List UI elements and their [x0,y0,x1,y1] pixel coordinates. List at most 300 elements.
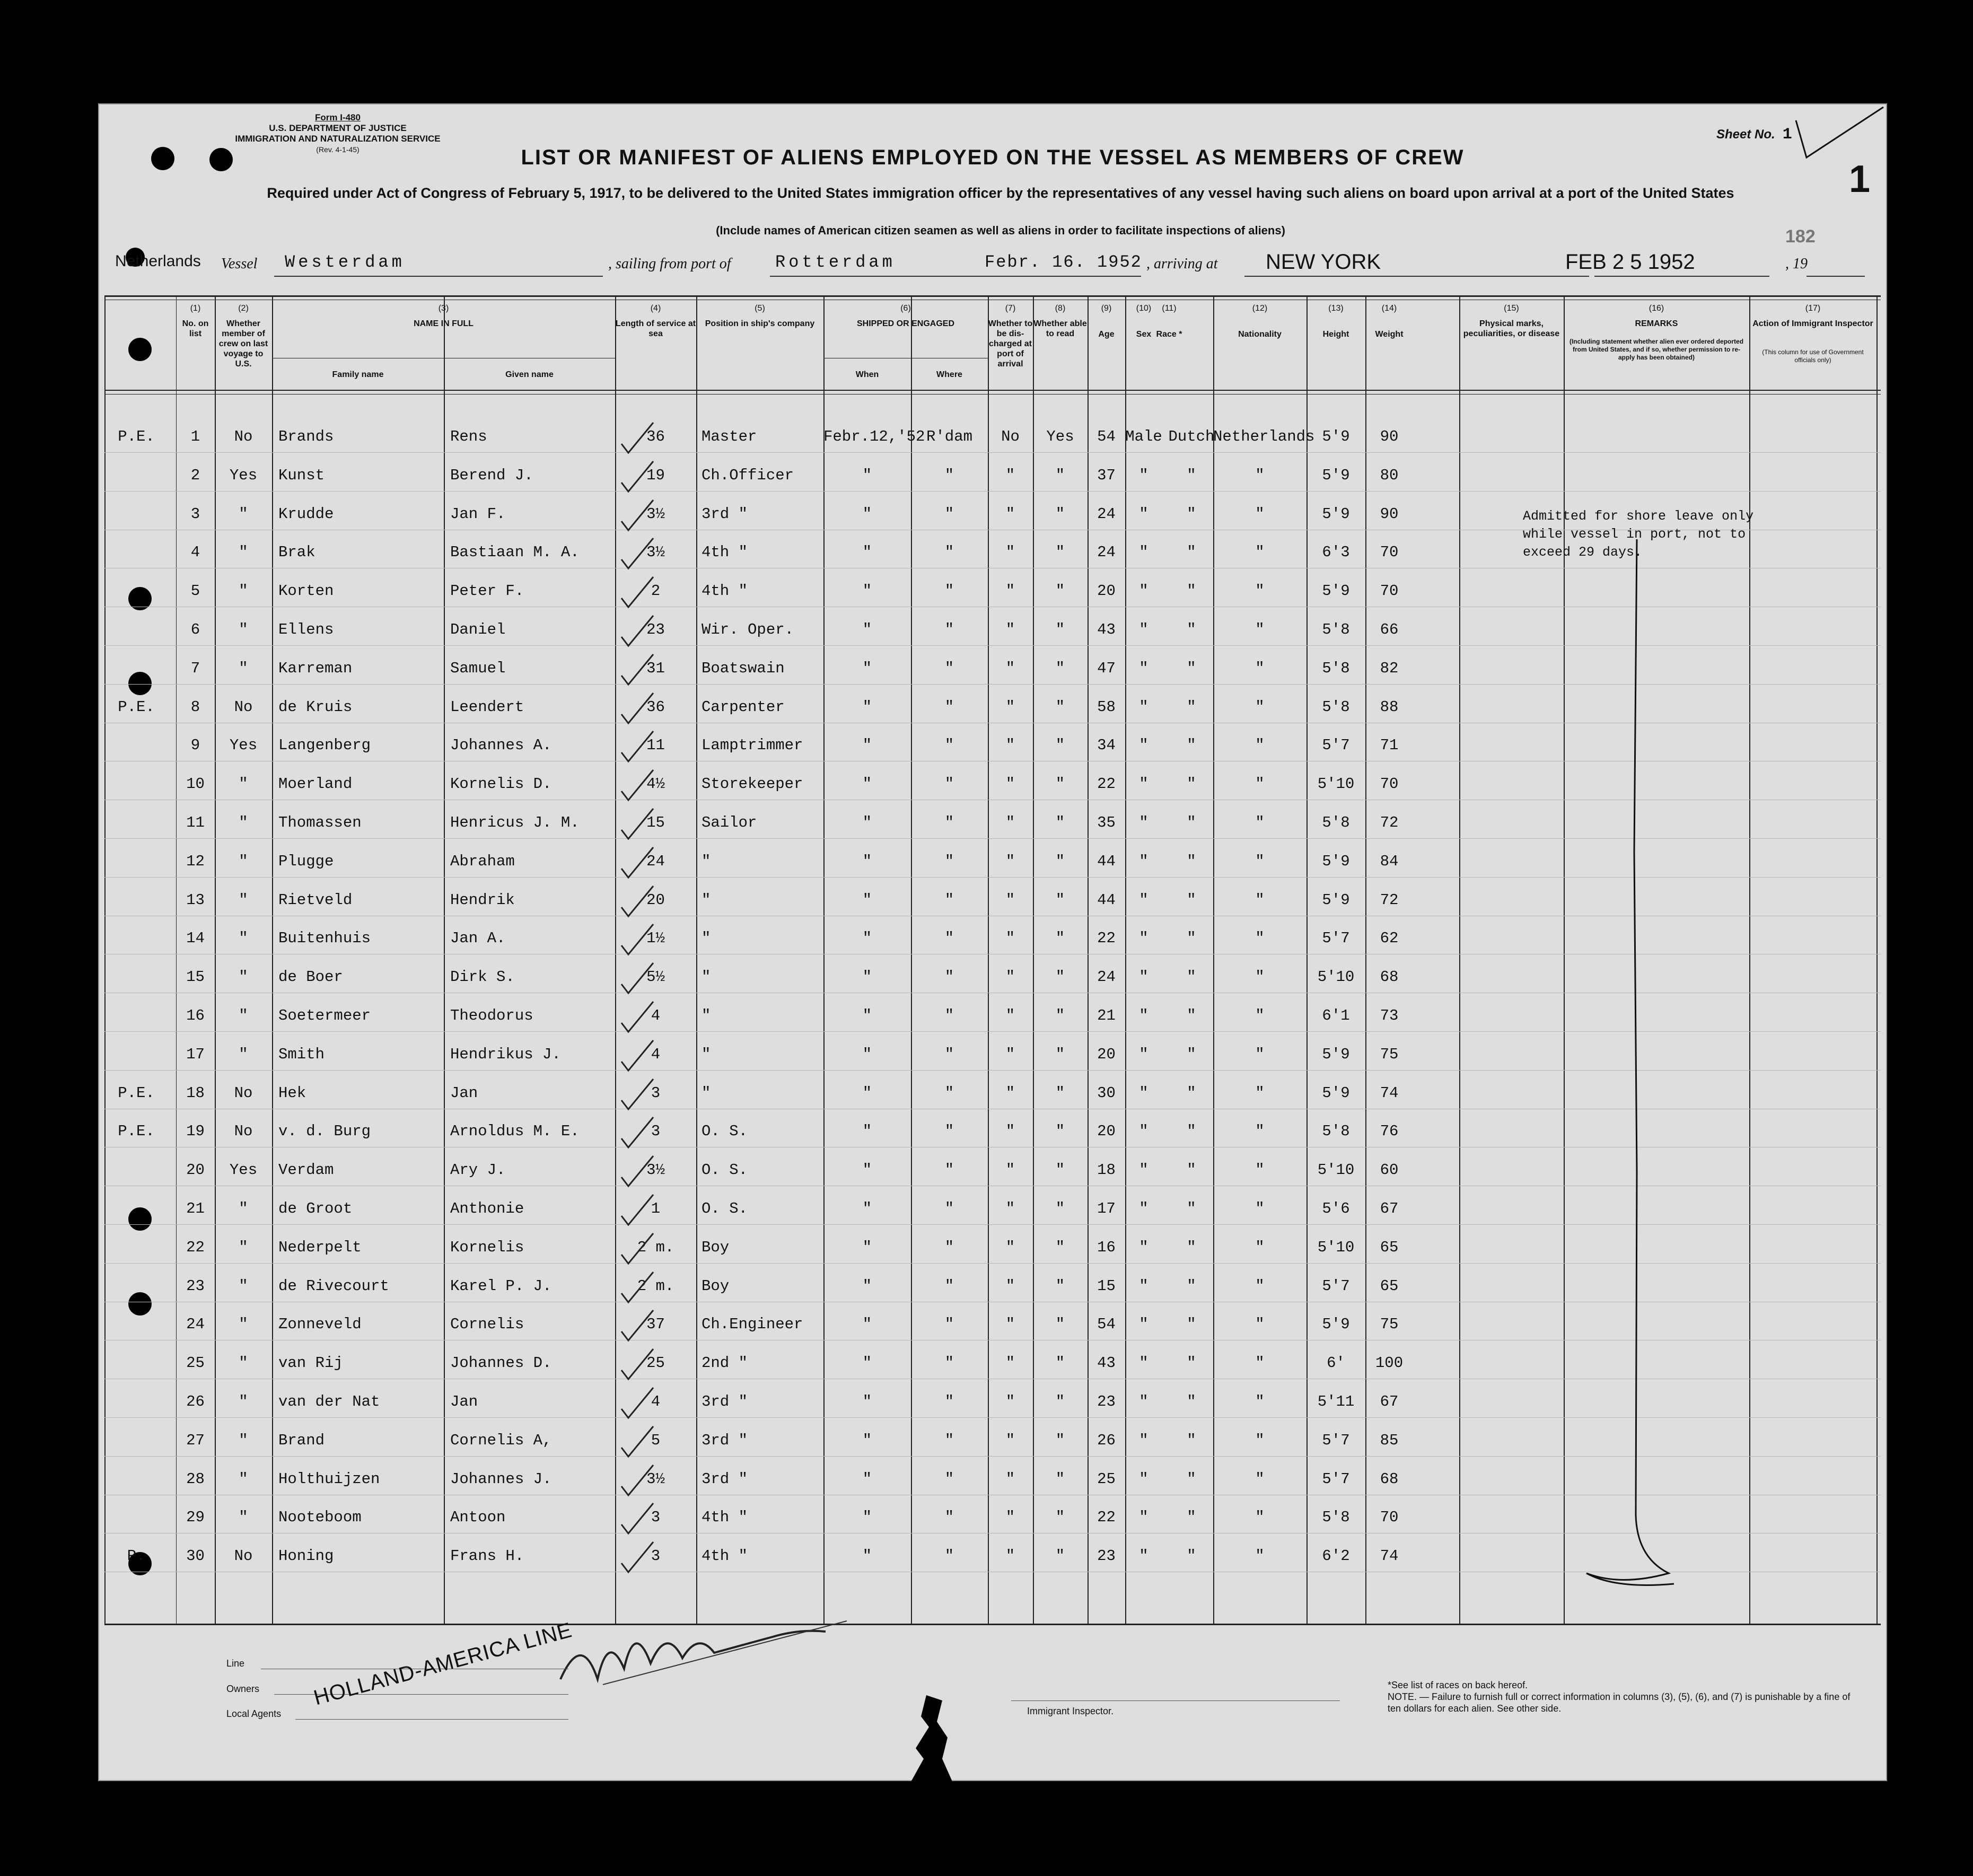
cell-read: Yes [1046,428,1074,445]
cell-where: " [944,852,954,870]
cell-age: 43 [1097,621,1116,638]
cell-weight: 65 [1380,1238,1399,1256]
cell-sex: " [1139,466,1148,484]
cell-sex: " [1139,814,1148,831]
cell-read: " [1055,1354,1065,1372]
year-label: , 19 [1785,256,1808,272]
cell-last-voyage: " [239,1277,248,1295]
cell-no: 18 [186,1084,205,1102]
cell-family-name: Honing [278,1547,334,1565]
cell-family-name: Langenberg [278,737,371,755]
cell-discharged: " [1005,1354,1015,1372]
header-position: (5) Position in ship's company [705,304,815,328]
agents-label: Local Agents [226,1708,282,1719]
cell-given-name: Henricus J. M. [450,814,580,831]
cell-family-name: Ellens [278,621,334,638]
cell-service: 4½ [646,775,665,793]
cell-position: 4th " [701,543,748,562]
cell-height: 6' [1327,1354,1345,1372]
cell-position: 3rd " [701,1393,748,1410]
cell-discharged: " [1005,1007,1015,1024]
cell-height: 6'3 [1322,543,1350,562]
inspector-label: Immigrant Inspector. [1027,1706,1114,1716]
cell-no: 6 [190,621,200,638]
cell-age: 37 [1097,466,1116,484]
header-where: Where [936,370,962,379]
cell-discharged: " [1005,659,1015,677]
cell-position: Lamptrimmer [701,737,803,755]
cell-given-name: Rens [450,428,487,445]
cell-weight: 70 [1380,775,1399,793]
cell-height: 5'9 [1322,852,1350,870]
cell-position: 3rd " [701,505,748,523]
cell-service: 2 [651,582,661,600]
cell-service: 4 [651,1007,661,1024]
cell-nationality: " [1255,1316,1265,1334]
cell-position: " [701,1045,711,1063]
cell-discharged: " [1005,543,1015,562]
cell-read: " [1055,1316,1065,1334]
cell-age: 24 [1097,543,1116,562]
cell-sex: " [1139,1547,1148,1565]
cell-given-name: Jan F. [450,505,506,523]
cell-when: " [862,737,872,755]
cell-family-name: Plugge [278,852,334,870]
check-mark-icon [619,459,656,496]
cell-height: 5'8 [1322,814,1350,831]
cell-when: " [862,1200,872,1217]
check-mark-icon [619,845,656,882]
cell-height: 5'9 [1322,466,1350,484]
cell-service: 24 [646,852,665,870]
cell-family-name: Hek [278,1084,306,1102]
cell-age: 17 [1097,1200,1116,1217]
cell-weight: 72 [1380,814,1399,831]
cell-family-name: Thomassen [278,814,362,831]
cell-race: " [1187,1084,1196,1102]
cell-race: " [1187,968,1196,986]
cell-no: 19 [186,1123,205,1141]
cell-age: 16 [1097,1238,1116,1256]
cell-read: " [1055,543,1065,562]
cell-where: " [944,1084,954,1102]
cell-race: " [1187,1277,1196,1295]
cell-when: " [862,1393,872,1410]
cell-service: 1½ [646,930,665,948]
table-row [104,423,1881,452]
cell-last-voyage: " [239,543,248,562]
cell-no: 12 [186,852,205,870]
cell-last-voyage: No [234,428,253,445]
cell-last-voyage: No [234,1547,253,1565]
cell-last-voyage: " [239,1431,248,1449]
cell-discharged: " [1005,1277,1015,1295]
cell-family-name: de Kruis [278,698,353,716]
cell-when: " [862,1084,872,1102]
cell-race: " [1187,1045,1196,1063]
cell-read: " [1055,1277,1065,1295]
cell-last-voyage: No [234,1123,253,1141]
cell-given-name: Abraham [450,852,515,870]
cell-family-name: Zonneveld [278,1316,362,1334]
cell-service: 23 [646,621,665,638]
cell-no: 11 [186,814,205,831]
cell-family-name: Nederpelt [278,1238,362,1256]
table-row [104,461,1881,491]
stamp-number: 182 [1785,226,1816,247]
cell-weight: 75 [1380,1045,1399,1063]
cell-where: " [944,505,954,523]
cell-when: " [862,930,872,948]
cell-service: 3½ [646,1470,665,1488]
cell-when: " [862,543,872,562]
cell-height: 5'9 [1322,1084,1350,1102]
cell-last-voyage: " [239,1238,248,1256]
cell-when: " [862,1007,872,1024]
cell-where: " [944,1200,954,1217]
check-mark-icon [619,1462,656,1500]
cell-last-voyage: " [239,891,248,909]
cell-read: " [1055,968,1065,986]
cell-where: " [944,1354,954,1372]
cell-weight: 60 [1380,1161,1399,1179]
cell-last-voyage: " [239,582,248,600]
cell-race: " [1187,505,1196,523]
cell-nationality: Netherlands [1213,428,1315,445]
header-name: (3) NAME IN FULL [414,304,473,328]
cell-where: " [944,1470,954,1488]
cell-given-name: Theodorus [450,1007,533,1024]
cell-when: " [862,852,872,870]
cell-service: 2 m. [637,1277,674,1295]
cell-race: " [1187,1393,1196,1410]
sheet-value: 1 [1782,126,1792,144]
cell-no: 30 [186,1547,205,1565]
cell-given-name: Johannes J. [450,1470,552,1488]
check-mark-icon [619,1115,656,1152]
check-mark-icon [619,1231,656,1268]
cell-no: 28 [186,1470,205,1488]
cell-height: 5'9 [1322,505,1350,523]
cell-sex: " [1139,1007,1148,1024]
cell-nationality: " [1255,1354,1265,1372]
cell-height: 5'8 [1322,1509,1350,1527]
cell-height: 5'7 [1322,737,1350,755]
check-mark-icon [619,497,656,534]
cell-sex: " [1139,1045,1148,1063]
cell-weight: 73 [1380,1007,1399,1024]
cell-age: 22 [1097,775,1116,793]
sheet-label: Sheet No. [1716,127,1775,142]
cell-height: 5'7 [1322,930,1350,948]
cell-age: 24 [1097,505,1116,523]
cell-last-voyage: " [239,1316,248,1334]
header-service: (4) Length of service at sea [615,304,696,338]
cell-weight: 67 [1380,1200,1399,1217]
cell-sex: " [1139,1238,1148,1256]
header-family-name: Family name [332,370,384,379]
check-mark-icon [619,1038,656,1075]
cell-age: 23 [1097,1547,1116,1565]
cell-read: " [1055,891,1065,909]
header-no: (1) No. on list [182,304,209,338]
cell-when: " [862,775,872,793]
cell-race: " [1187,1431,1196,1449]
cell-age: 22 [1097,1509,1116,1527]
cell-position: Boatswain [701,659,785,677]
vessel-name: Westerdam [285,252,405,272]
cell-weight: 90 [1380,428,1399,445]
cell-where: " [944,968,954,986]
cell-family-name: Smith [278,1045,325,1063]
cell-where: R'dam [926,428,972,445]
header-height: (13) Height [1322,304,1349,339]
cell-discharged: " [1005,1045,1015,1063]
cell-age: 25 [1097,1470,1116,1488]
cell-no: 1 [190,428,200,445]
cell-age: 54 [1097,1316,1116,1334]
cell-last-voyage: " [239,1200,248,1217]
cell-position: O. S. [701,1200,748,1217]
cell-race: " [1187,1470,1196,1488]
cell-no: 16 [186,1007,205,1024]
check-mark-icon [619,767,656,804]
cell-no: 25 [186,1354,205,1372]
cell-discharged: No [1001,428,1020,445]
cell-sex: " [1139,852,1148,870]
cell-service: 25 [646,1354,665,1372]
cell-discharged: " [1005,1316,1015,1334]
cell-read: " [1055,1084,1065,1102]
cell-family-name: de Boer [278,968,343,986]
cell-family-name: Brak [278,543,315,562]
cell-family-name: Karreman [278,659,353,677]
cell-nationality: " [1255,775,1265,793]
header-read: (8) Whether able to read [1033,304,1087,338]
header-age: (9) Age [1098,304,1115,339]
cell-weight: 65 [1380,1277,1399,1295]
cell-discharged: " [1005,814,1015,831]
cell-sex: " [1139,1123,1148,1141]
cell-race: " [1187,852,1196,870]
cell-age: 58 [1097,698,1116,716]
cell-given-name: Jan A. [450,930,506,948]
cell-weight: 70 [1380,1509,1399,1527]
cell-weight: 100 [1375,1354,1404,1372]
cell-height: 5'10 [1317,1238,1355,1256]
subtitle-note: (Include names of American citizen seamen as well as aliens in order to facilitate inspections of aliens) [716,224,1285,237]
remarks-bracket [1584,534,1679,1621]
cell-last-voyage: " [239,505,248,523]
pe-mark: P.E. [118,428,155,445]
cell-last-voyage: Yes [229,1161,258,1179]
cell-where: " [944,466,954,484]
cell-sex: " [1139,1431,1148,1449]
cell-when: " [862,1045,872,1063]
cell-no: 29 [186,1509,205,1527]
cell-service: 36 [646,698,665,716]
header-discharged: (7) Whether to be dis-charged at port of arrival [988,304,1033,369]
arrival-port: NEW YORK [1266,250,1381,274]
cell-race: " [1187,1509,1196,1527]
cell-sex: " [1139,505,1148,523]
cell-last-voyage: " [239,1354,248,1372]
cell-weight: 82 [1380,659,1399,677]
header-given-name: Given name [505,370,554,379]
cell-position: " [701,1084,711,1102]
cell-where: " [944,698,954,716]
cell-family-name: Brand [278,1431,325,1449]
cell-service: 3½ [646,543,665,562]
cell-last-voyage: " [239,1045,248,1063]
cell-no: 23 [186,1277,205,1295]
voyage-info [115,250,1881,277]
cell-sex: " [1139,891,1148,909]
signature [550,1600,868,1706]
cell-weight: 68 [1380,968,1399,986]
cell-last-voyage: " [239,968,248,986]
cell-last-voyage: " [239,621,248,638]
cell-read: " [1055,505,1065,523]
cell-service: 3 [651,1123,661,1141]
check-mark-icon [619,729,656,766]
cell-read: " [1055,814,1065,831]
cell-race: " [1187,1123,1196,1141]
cell-race: " [1187,1316,1196,1334]
check-mark-icon [619,960,656,997]
cell-service: 31 [646,659,665,677]
cell-nationality: " [1255,814,1265,831]
cell-last-voyage: " [239,775,248,793]
cell-race: " [1187,543,1196,562]
cell-discharged: " [1005,466,1015,484]
cell-position: Wir. Oper. [701,621,794,638]
cell-sex: " [1139,1200,1148,1217]
cell-nationality: " [1255,1393,1265,1410]
cell-service: 37 [646,1316,665,1334]
pe-mark: P.E. [118,698,155,716]
cell-position: " [701,852,711,870]
cell-position: " [701,1007,711,1024]
cell-weight: 74 [1380,1084,1399,1102]
cell-family-name: Rietveld [278,891,353,909]
cell-age: 22 [1097,930,1116,948]
cell-weight: 85 [1380,1431,1399,1449]
cell-weight: 88 [1380,698,1399,716]
cell-position: Boy [701,1238,730,1256]
remarks-text: Admitted for shore leave only while vessel in port, not to exceed 29 days. [1523,509,1754,560]
cell-last-voyage: No [234,698,253,716]
cell-sex: " [1139,1277,1148,1295]
cell-given-name: Arnoldus M. E. [450,1123,580,1141]
cell-discharged: " [1005,505,1015,523]
owners-label: Owners [226,1684,260,1694]
cell-family-name: Korten [278,582,334,600]
cell-weight: 66 [1380,621,1399,638]
check-mark-icon [619,1501,656,1538]
cell-given-name: Hendrik [450,891,515,909]
cell-position: Storekeeper [701,775,803,793]
departure-port: Rotterdam [775,252,896,272]
cell-read: " [1055,1007,1065,1024]
cell-position: 4th " [701,582,748,600]
cell-weight: 90 [1380,505,1399,523]
cell-nationality: " [1255,466,1265,484]
cell-race: " [1187,582,1196,600]
cell-height: 5'6 [1322,1200,1350,1217]
cell-last-voyage: Yes [229,466,258,484]
cell-sex: " [1139,1354,1148,1372]
cell-nationality: " [1255,543,1265,562]
check-mark-icon [619,1308,656,1345]
cell-position: " [701,930,711,948]
header-remarks: (16) REMARKS [1635,304,1678,328]
cell-when: " [862,466,872,484]
cell-given-name: Dirk S. [450,968,515,986]
cell-where: " [944,1238,954,1256]
cell-given-name: Kornelis D. [450,775,552,793]
form-number: Form I-480 [315,112,361,122]
cell-nationality: " [1255,582,1265,600]
cell-read: " [1055,852,1065,870]
cell-race: " [1187,814,1196,831]
cell-service: 15 [646,814,665,831]
cell-height: 5'9 [1322,891,1350,909]
cell-given-name: Karel P. J. [450,1277,552,1295]
sailing-label: , sailing from port of [608,256,731,272]
cell-sex: " [1139,930,1148,948]
cell-discharged: " [1005,1393,1015,1410]
cell-no: 3 [190,505,200,523]
cell-height: 5'9 [1322,1316,1350,1334]
check-mark-icon [619,883,656,921]
vessel-label: Vessel [221,256,258,272]
cell-race: " [1187,466,1196,484]
cell-given-name: Leendert [450,698,524,716]
cell-nationality: " [1255,1084,1265,1102]
cell-sex: " [1139,698,1148,716]
cell-nationality: " [1255,1470,1265,1488]
cell-family-name: Soetermeer [278,1007,371,1024]
cell-when: " [862,1354,872,1372]
cell-no: 10 [186,775,205,793]
cell-when: " [862,1547,872,1565]
cell-where: " [944,737,954,755]
crew-table [104,295,1881,1624]
check-mark-icon [619,1192,656,1229]
cell-weight: 62 [1380,930,1399,948]
cell-race: " [1187,698,1196,716]
cell-sex: " [1139,1084,1148,1102]
cell-no: 5 [190,582,200,600]
check-mark-icon [619,690,656,727]
departure-date: Febr. 16. 1952 [985,252,1142,272]
cell-last-voyage: " [239,852,248,870]
cell-position: " [701,891,711,909]
header-when: When [855,370,879,379]
cell-age: 47 [1097,659,1116,677]
cell-height: 5'9 [1322,1045,1350,1063]
cell-when: " [862,1509,872,1527]
cell-service: 5½ [646,968,665,986]
cell-sex: " [1139,968,1148,986]
cell-position: O. S. [701,1123,748,1141]
cell-age: 20 [1097,1123,1116,1141]
header-inspector-note: (This column for use of Government officials only) [1762,348,1864,364]
arriving-label: , arriving at [1146,256,1218,272]
cell-nationality: " [1255,1123,1265,1141]
cell-nationality: " [1255,1045,1265,1063]
